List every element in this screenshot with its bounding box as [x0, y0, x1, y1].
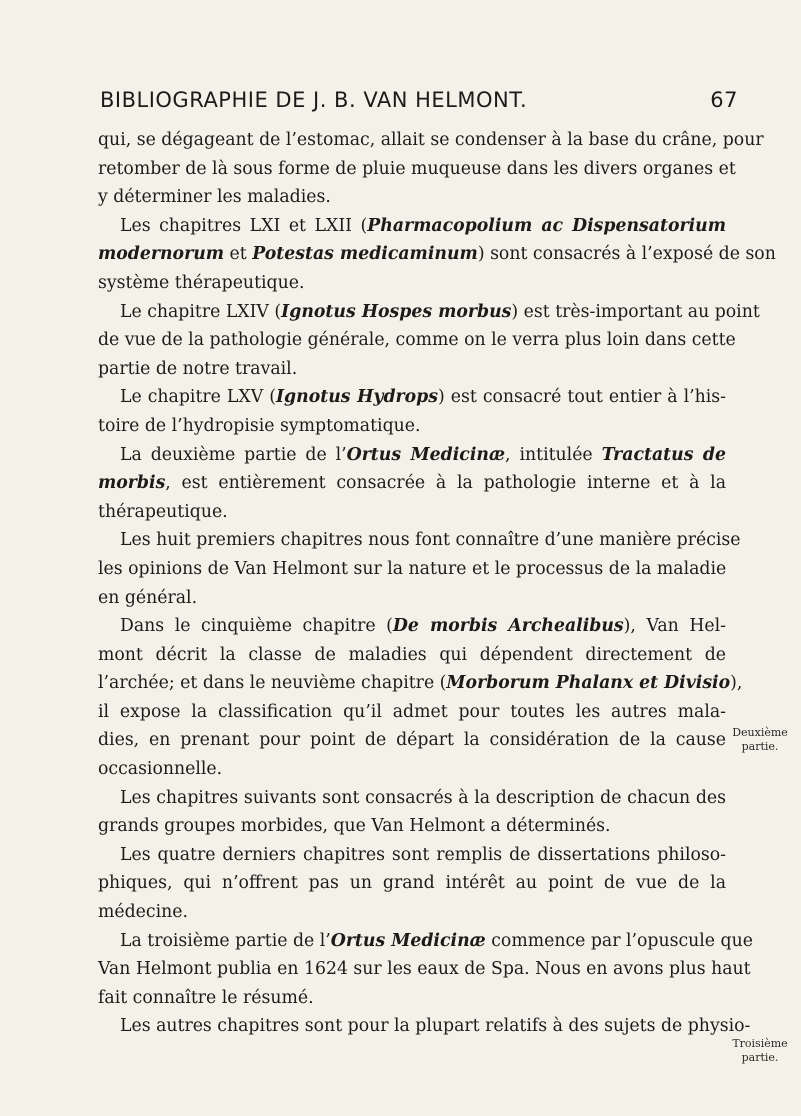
text-line: Les chapitres suivants sont consacrés à la description de chacun des: [120, 787, 726, 808]
text-line: les opinions de Van Helmont sur la nature et le processus de la maladie: [98, 558, 727, 579]
text-line: en général.: [98, 587, 198, 608]
text-line: Le chapitre LXV (Ignotus Hydrops) est consacré tout entier à l’his-: [120, 387, 726, 408]
text-line: La deuxième partie de l’Ortus Medicinæ, intitulée Tractatus de: [120, 444, 726, 465]
text-line: Les autres chapitres sont pour la plupart relatifs à des sujets de physio-: [120, 1016, 751, 1037]
text-line: Van Helmont publia en 1624 sur les eaux de Spa. Nous en avons plus haut: [98, 959, 751, 980]
running-title: BIBLIOGRAPHIE DE J. B. VAN HELMONT.: [100, 88, 528, 112]
text-line: qui, se dégageant de l’estomac, allait se condenser à la base du crâne, pour: [98, 130, 764, 150]
text-line: toire de l’hydropisie symptomatique.: [98, 415, 421, 436]
text-line: dies, en prenant pour point de départ la considération de la cause: [98, 730, 726, 751]
text-line: Les quatre derniers chapitres sont remplis de dissertations philoso-: [120, 844, 726, 865]
text-line: de vue de la pathologie générale, comme on le verra plus loin dans cette: [98, 330, 736, 351]
text-line: morbis, est entièrement consacrée à la pathologie interne et à la: [98, 473, 726, 494]
text-line: l’archée; et dans le neuvième chapitre (Morborum Phalanx et Divisio),: [98, 673, 743, 694]
text-line: modernorum et Potestas medicaminum) sont consacrés à l’exposé de son: [98, 244, 776, 265]
text-line: y déterminer les maladies.: [98, 187, 331, 208]
text-line: thérapeutique.: [98, 501, 228, 522]
text-line: système thérapeutique.: [98, 272, 305, 293]
text-line: Le chapitre LXIV (Ignotus Hospes morbus) est très-important au point: [120, 301, 760, 322]
text-line: partie de notre travail.: [98, 358, 298, 379]
text-line: phiques, qui n’offrent pas un grand intérêt au point de vue de la: [98, 873, 726, 894]
text-line: grands groupes morbides, que Van Helmont a déterminés.: [98, 816, 611, 837]
marginal-note-deuxieme-partie: Deuxième partie.: [732, 726, 788, 753]
text-line: Les chapitres LXI et LXII (Pharmacopolium ac Dispensatorium: [120, 215, 726, 236]
text-line: occasionnelle.: [98, 759, 223, 780]
text-line: La troisième partie de l’Ortus Medicinæ commence par l’opuscule que: [120, 930, 753, 951]
body-text: [98, 126, 776, 1041]
text-line: retomber de là sous forme de pluie muqueuse dans les divers organes et: [98, 158, 736, 179]
text-line: fait connaître le résumé.: [98, 987, 314, 1008]
text-line: médecine.: [98, 902, 188, 923]
page-header: [98, 88, 738, 114]
page-number: 67: [710, 88, 738, 112]
text-line: Dans le cinquième chapitre (De morbis Archealibus), Van Hel-: [120, 616, 727, 637]
marginal-note-troisieme-partie: Troisième partie.: [732, 1037, 788, 1064]
text-line: il expose la classification qu’il admet pour toutes les autres mala-: [98, 701, 726, 722]
text-line: mont décrit la classe de maladies qui dépendent directement de: [98, 644, 726, 665]
text-line: Les huit premiers chapitres nous font connaître d’une manière précise: [120, 530, 741, 551]
